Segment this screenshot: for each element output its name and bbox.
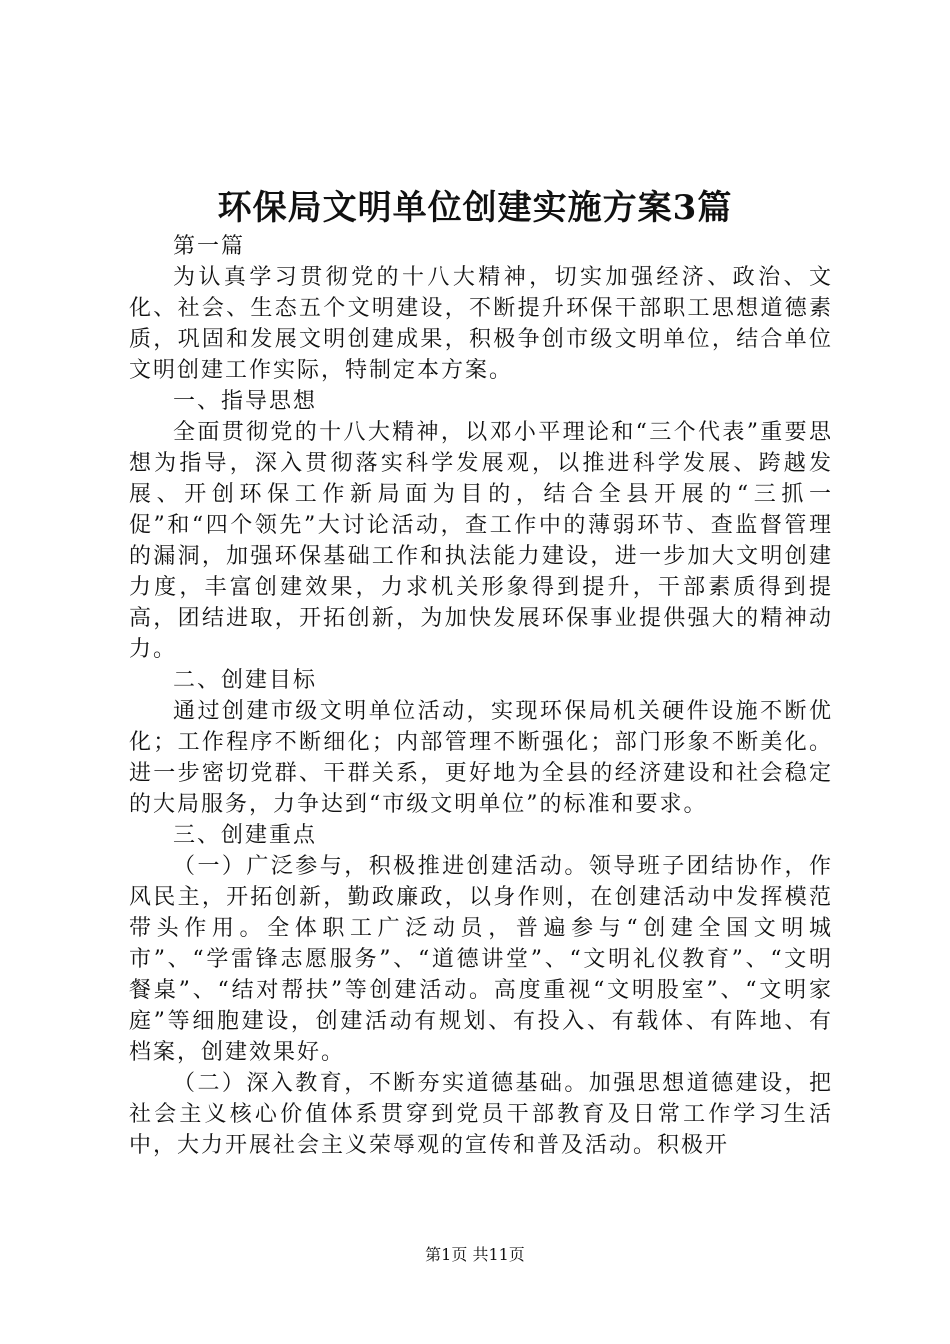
priority-one-paragraph: （一）广泛参与，积极推进创建活动。领导班子团结协作，作风民主，开拓创新，勤政廉政，以身作则，在创建活动中发挥模范带头作用。全体职工广泛动员，普遍参与“创建全国文明城市”、“学雷锋志愿服务”、“道德讲堂”、“文明礼仪教育”、“文明餐桌”、“结对帮扶”等创建活动。高度重视“文明股室”、“文明家庭”等细胞建设，创建活动有规划、有投入、有载体、有阵地、有档案，创建效果好。 [129, 854, 833, 1065]
heading-guiding-ideology: 一、指导思想 [173, 389, 318, 414]
intro-paragraph: 为认真学习贯彻党的十八大精神，切实加强经济、政治、文化、社会、生态五个文明建设，不断提升环保干部职工思想道德素质，巩固和发展文明创建成果，积极争创市级文明单位，结合单位文明创建工作实际，特制定本方案。 [129, 265, 833, 383]
heading-creation-goals: 二、创建目标 [173, 668, 318, 693]
creation-goals-paragraph: 通过创建市级文明单位活动，实现环保局机关硬件设施不断优化；工作程序不断细化；内部管理不断强化；部门形象不断美化。进一步密切党群、干群关系，更好地为全县的经济建设和社会稳定的大局服务，力争达到“市级文明单位”的标准和要求。 [129, 699, 833, 817]
section-label-part-one: 第一篇 [173, 234, 246, 259]
guiding-ideology-paragraph: 全面贯彻党的十八大精神，以邓小平理论和“三个代表”重要思想为指导，深入贯彻落实科学发展观，以推进科学发展、跨越发展、开创环保工作新局面为目的，结合全县开展的“三抓一促”和“四个领先”大讨论活动，查工作中的薄弱环节、查监督管理的漏洞，加强环保基础工作和执法能力建设，进一步加大文明创建力度，丰富创建效果，力求机关形象得到提升，干部素质得到提高，团结进取，开拓创新，为加快发展环保事业提供强大的精神动力。 [129, 420, 833, 662]
document-body [129, 231, 833, 1161]
priority-two-paragraph: （二）深入教育，不断夯实道德基础。加强思想道德建设，把社会主义核心价值体系贯穿到党员干部教育及日常工作学习生活中，大力开展社会主义荣辱观的宣传和普及活动。积极开 [129, 1071, 833, 1158]
page-number-footer: 第1页 共11页 [425, 1245, 525, 1264]
heading-creation-priorities: 三、创建重点 [173, 823, 318, 848]
document-title: 环保局文明单位创建实施方案3篇 [217, 188, 733, 228]
